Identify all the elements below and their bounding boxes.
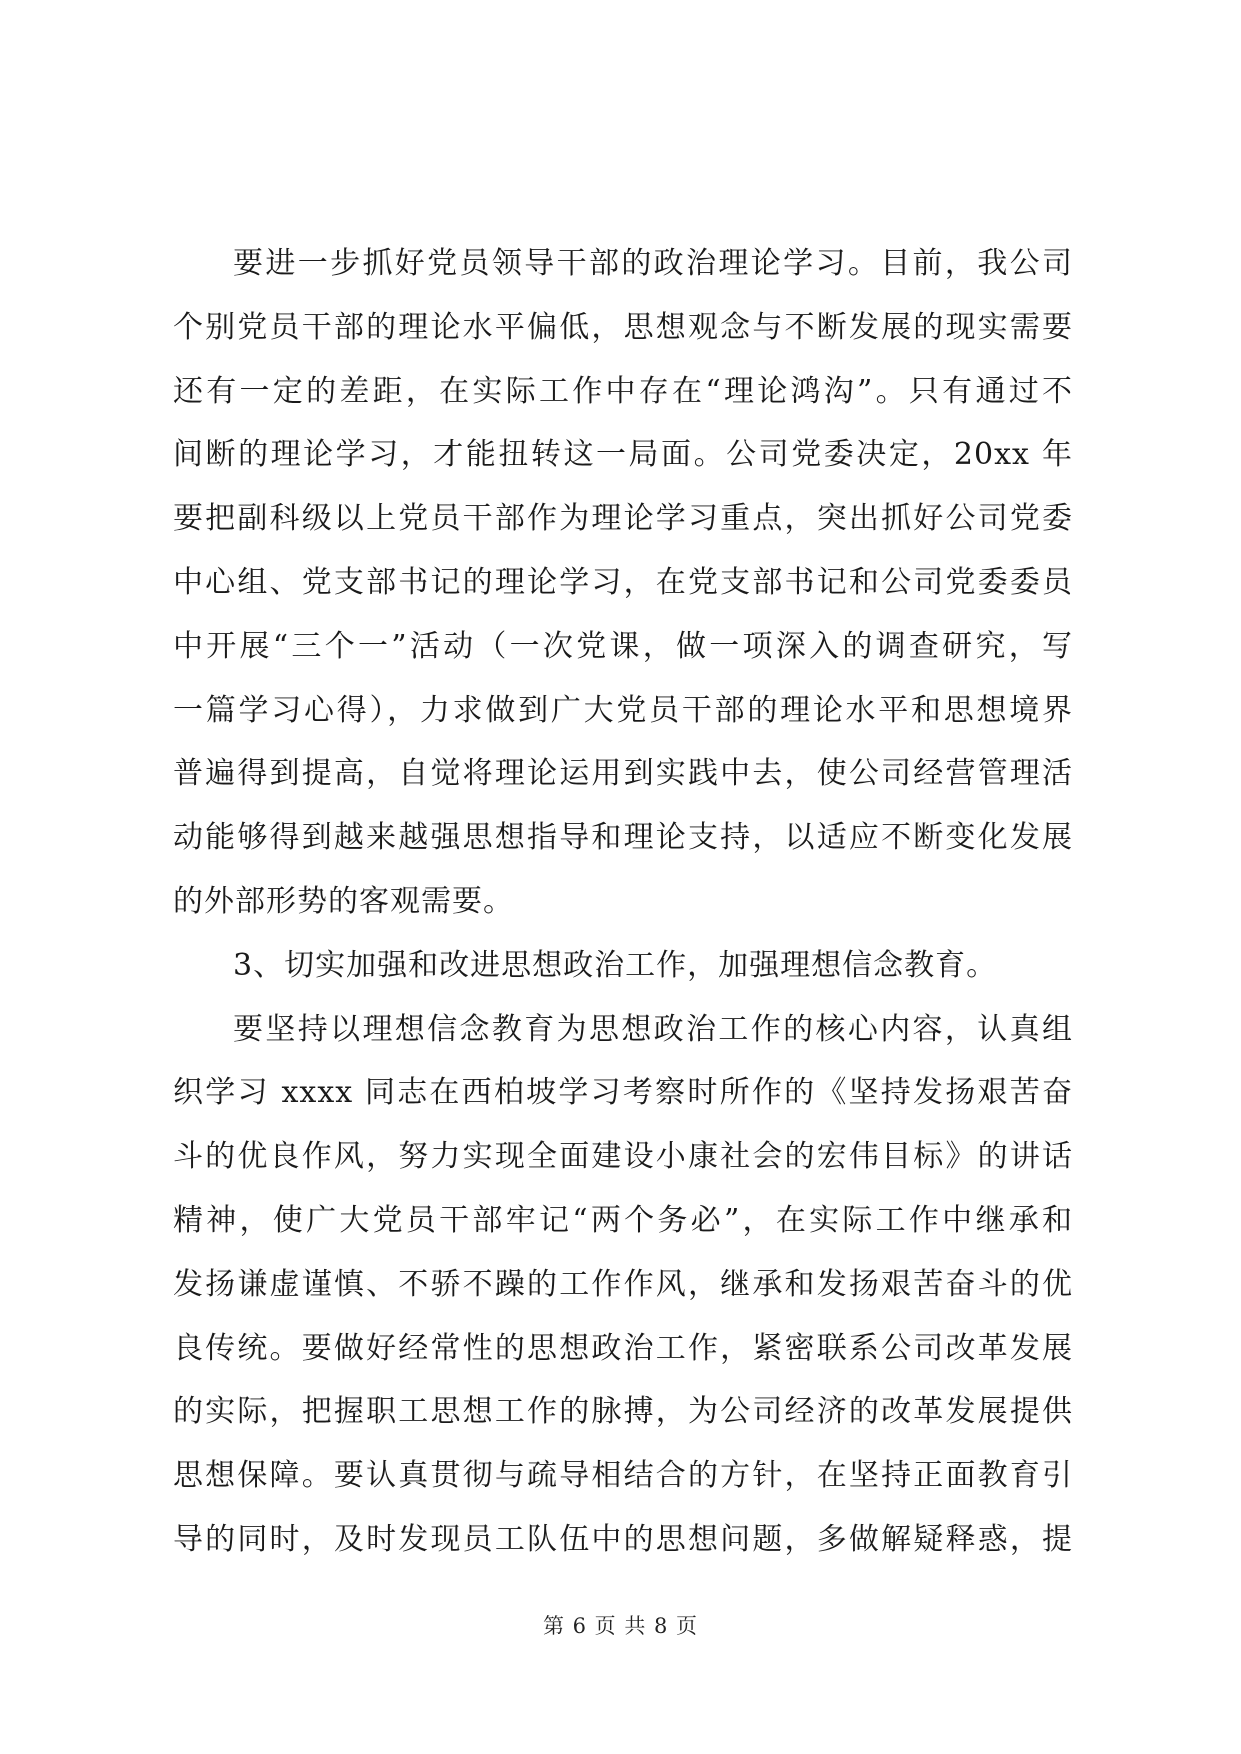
text-line: 动能够得到越来越强思想指导和理论支持，以适应不断变化发展 — [173, 820, 1073, 856]
document-body — [173, 232, 1073, 1572]
page-number-footer: 第 6 页 共 8 页 — [542, 1614, 699, 1638]
text-line: 间断的理论学习，才能扭转这一局面。公司党委决定，20xx 年 — [173, 437, 1073, 473]
section-heading: 3、切实加强和改进思想政治工作，加强理想信念教育。 — [233, 947, 998, 983]
text-line: 发扬谦虚谨慎、不骄不躁的工作作风，继承和发扬艰苦奋斗的优 — [173, 1266, 1073, 1302]
text-line: 个别党员干部的理论水平偏低，思想观念与不断发展的现实需要 — [173, 309, 1073, 345]
text-line: 织学习 xxxx 同志在西柏坡学习考察时所作的《坚持发扬艰苦奋 — [173, 1075, 1073, 1111]
text-line: 思想保障。要认真贯彻与疏导相结合的方针，在坚持正面教育引 — [173, 1458, 1073, 1494]
text-line: 还有一定的差距，在实际工作中存在“理论鸿沟”。只有通过不 — [173, 373, 1073, 409]
text-line: 的实际，把握职工思想工作的脉搏，为公司经济的改革发展提供 — [173, 1394, 1073, 1430]
text-line: 要进一步抓好党员领导干部的政治理论学习。目前，我公司 — [233, 246, 1073, 281]
text-line: 的外部形势的客观需要。 — [173, 883, 514, 919]
text-line: 要坚持以理想信念教育为思想政治工作的核心内容，认真组 — [233, 1011, 1073, 1047]
text-line: 导的同时，及时发现员工队伍中的思想问题，多做解疑释惑，提 — [173, 1521, 1073, 1557]
text-line: 要把副科级以上党员干部作为理论学习重点，突出抓好公司党委 — [173, 501, 1073, 537]
text-line: 精神，使广大党员干部牢记“两个务必”，在实际工作中继承和 — [173, 1202, 1073, 1238]
text-line: 普遍得到提高，自觉将理论运用到实践中去，使公司经营管理活 — [173, 756, 1073, 792]
text-line: 中开展“三个一”活动（一次党课，做一项深入的调查研究，写 — [173, 628, 1073, 664]
text-line: 中心组、党支部书记的理论学习，在党支部书记和公司党委委员 — [173, 564, 1073, 600]
text-line: 良传统。要做好经常性的思想政治工作，紧密联系公司改革发展 — [173, 1330, 1073, 1366]
text-line: 斗的优良作风，努力实现全面建设小康社会的宏伟目标》的讲话 — [173, 1139, 1073, 1175]
text-line: 一篇学习心得），力求做到广大党员干部的理论水平和思想境界 — [173, 692, 1073, 728]
